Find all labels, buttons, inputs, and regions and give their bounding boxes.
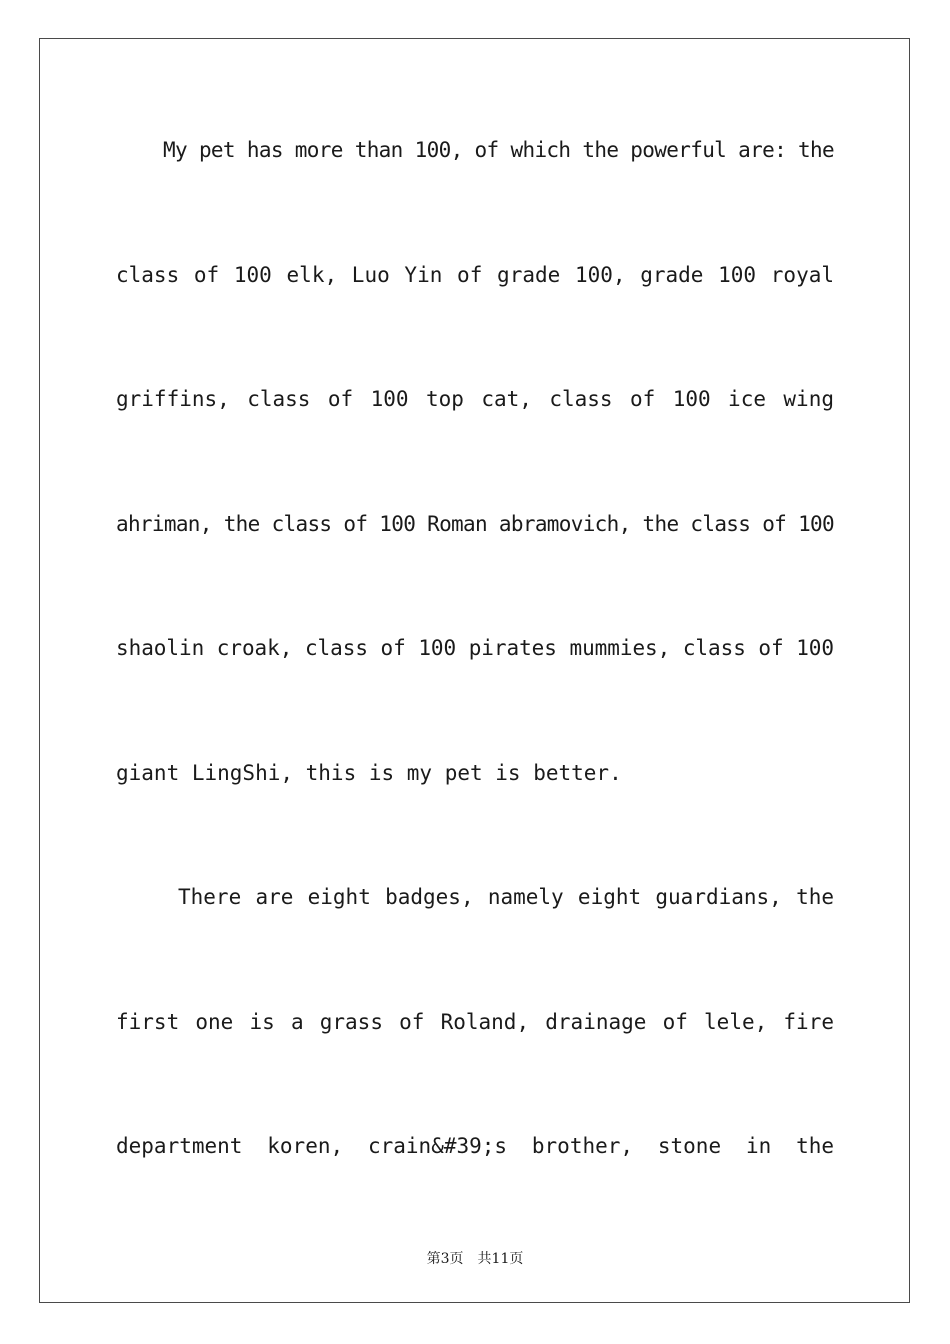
text-line-3: griffins, class of 100 top cat, class of 100 ice wing	[116, 387, 834, 411]
text-line-5: shaolin croak, class of 100 pirates mummies, class of 100	[116, 636, 834, 660]
text-line-6: giant LingShi, this is my pet is better.	[116, 761, 622, 785]
text-line-9: department koren, crain&#39;s brother, stone in the	[116, 1134, 834, 1158]
page-number-footer: 第3页 共11页	[426, 1251, 524, 1267]
page-border	[39, 38, 910, 1303]
text-line-8: first one is a grass of Roland, drainage of lele, fire	[116, 1010, 834, 1034]
text-line-2: class of 100 elk, Luo Yin of grade 100, grade 100 royal	[116, 263, 834, 287]
text-line-1: My pet has more than 100, of which the powerful are: the	[163, 138, 834, 162]
text-line-7: There are eight badges, namely eight guardians, the	[178, 885, 834, 909]
text-line-4: ahriman, the class of 100 Roman abramovich, the class of 100	[116, 512, 834, 536]
